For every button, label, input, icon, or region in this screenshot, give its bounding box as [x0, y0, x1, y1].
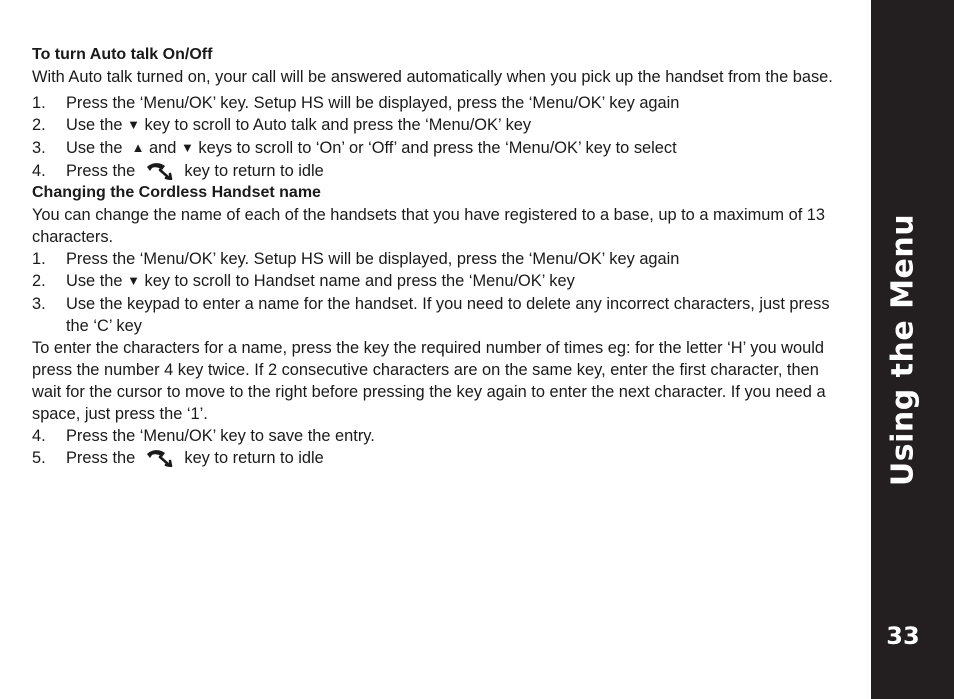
down-arrow-icon: ▼ — [127, 273, 140, 288]
page-number: 33 — [886, 622, 920, 650]
section-title: Using the Menu — [885, 213, 921, 487]
list-item: 5. Press the key to return to idle — [32, 449, 324, 467]
list-item: 3. Use the keypad to enter a name for the handset. If you need to delete any incorrect characters, just press the ‘C’ key — [32, 295, 830, 335]
handset-name-steps-continued — [32, 425, 848, 469]
list-item: 2. Use the ▼ key to scroll to Handset name and press the ‘Menu/OK’ key — [32, 272, 575, 290]
list-item: 2. Use the ▼ key to scroll to Auto talk and press the ‘Menu/OK’ key — [32, 116, 532, 134]
auto-talk-intro: With Auto talk turned on, your call will be answered automatically when you pick up the handset from the base. — [32, 68, 833, 86]
down-arrow-icon: ▼ — [127, 117, 140, 132]
up-arrow-icon: ▲ — [131, 140, 145, 155]
list-item: 4. Press the ‘Menu/OK’ key to save the entry. — [32, 427, 375, 445]
list-item: 3. Use the ▲ and ▼ keys to scroll to ‘On’ or ‘Off’ and press the ‘Menu/OK’ key to select — [32, 139, 677, 157]
auto-talk-heading: To turn Auto talk On/Off — [32, 46, 213, 63]
list-item: 1. Press the ‘Menu/OK’ key. Setup HS will be displayed, press the ‘Menu/OK’ key again — [32, 94, 680, 112]
list-item: 1. Press the ‘Menu/OK’ key. Setup HS will be displayed, press the ‘Menu/OK’ key again — [32, 250, 680, 268]
end-call-icon — [144, 162, 176, 180]
end-call-icon — [144, 449, 176, 467]
down-arrow-icon: ▼ — [180, 140, 194, 155]
page-content — [32, 44, 848, 469]
handset-name-steps — [32, 248, 848, 337]
handset-name-heading: Changing the Cordless Handset name — [32, 184, 321, 201]
handset-name-intro: You can change the name of each of the handsets that you have registered to a base, up to a maximum of 13 characters. — [32, 206, 826, 246]
auto-talk-steps — [32, 92, 848, 182]
list-item: 4. Press the key to return to idle — [32, 162, 324, 180]
character-entry-note: To enter the characters for a name, press the key the required number of times eg: for the letter ‘H’ you would press the number 4 key twice. If 2 consecutive characters are on the same key, enter the first character, then wait for the cursor to move to the right before pressing the key again to enter the next character. If you need a space, just press the ‘1’. — [32, 339, 826, 423]
